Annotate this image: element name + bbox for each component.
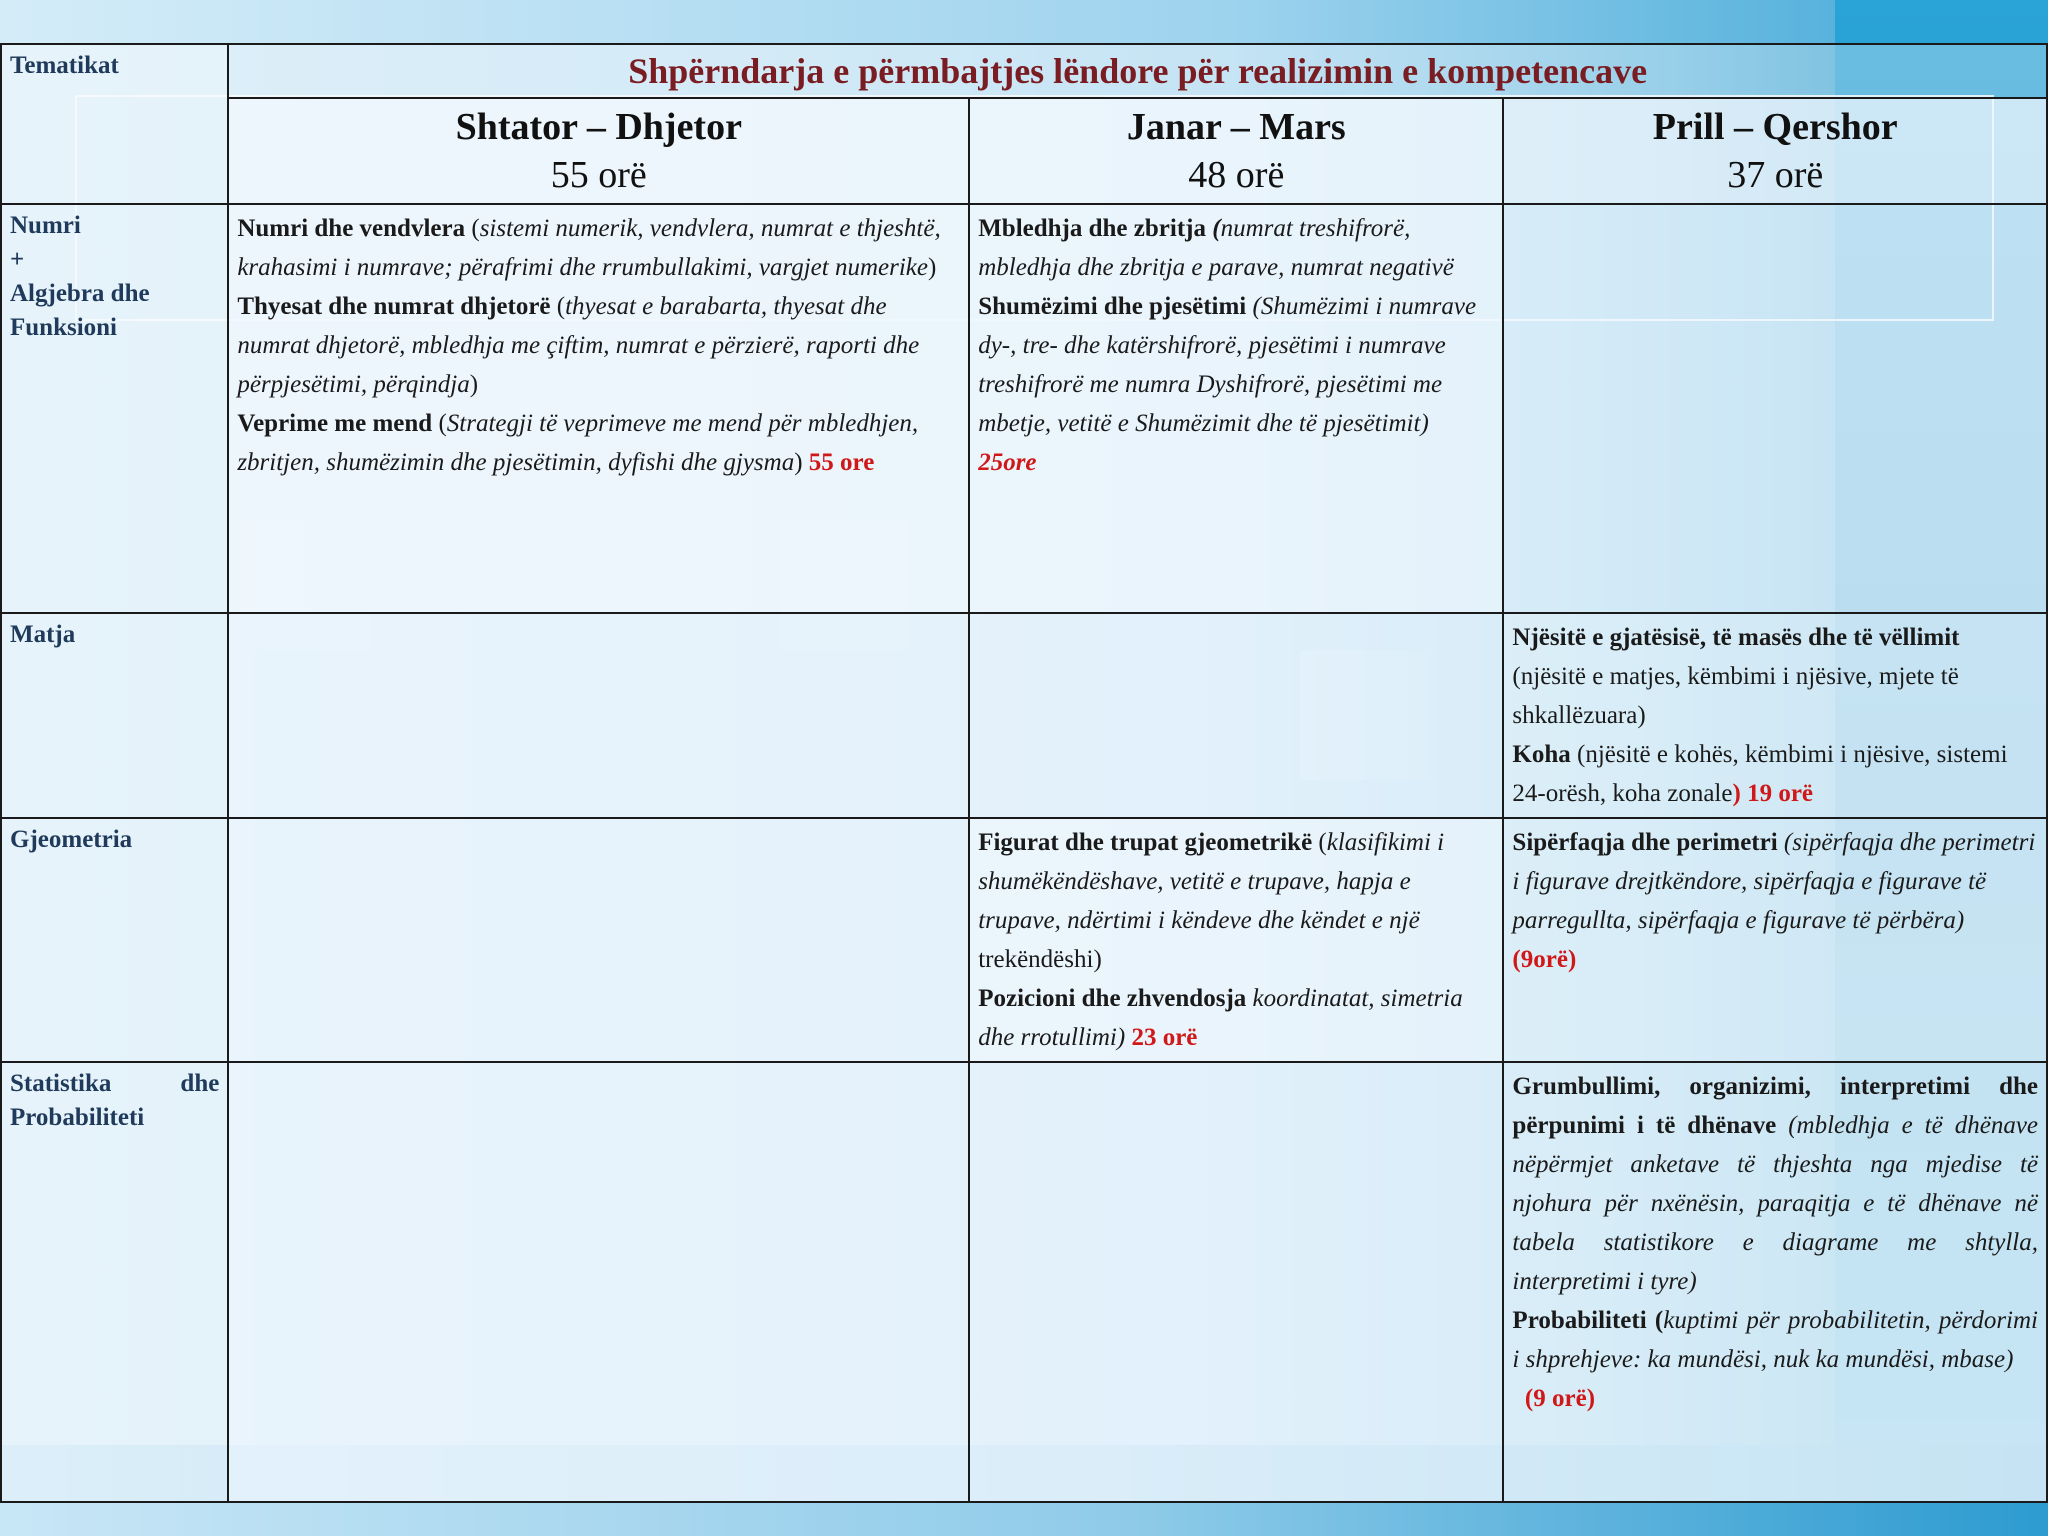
row-head-word: dhe — [180, 1070, 220, 1097]
table-title: Shpërndarja e përmbajtjes lëndore për realizimin e kompetencave — [228, 44, 2047, 98]
period-header-row — [1, 98, 2047, 204]
period-hours: 48 orë — [1188, 154, 1285, 196]
row-head-gjeometria: Gjeometria — [1, 818, 228, 1062]
topic-title: Njësitë e gjatësisë, të masës dhe të vëllimit — [1512, 624, 1960, 651]
period-name: Prill – Qershor — [1652, 106, 1898, 148]
period-hours: 37 orë — [1727, 154, 1824, 196]
period-header-2 — [969, 98, 1503, 204]
row-head-statistika — [1, 1062, 228, 1502]
topic-title: Thyesat dhe numrat dhjetorë — [237, 293, 551, 320]
cell-gjeometria-apr-jun: Sipërfaqja dhe perimetri (sipërfaqja dhe perimetri i figurave drejtkëndore, sipërfaqja e figurave të parregullta, sipërfaqja e figurave të përbëra) (9orë) — [1503, 818, 2047, 1062]
row-head-numri — [1, 204, 228, 613]
cell-gjeometria-sep-dec — [228, 818, 969, 1062]
cell-matja-jan-mar — [969, 613, 1503, 818]
row-head-line: Funksioni — [10, 314, 118, 341]
topic-title: Numri dhe vendvlera — [237, 215, 466, 242]
period-name: Janar – Mars — [1126, 106, 1346, 148]
period-name: Shtator – Dhjetor — [455, 106, 742, 148]
row-head-matja: Matja — [1, 613, 228, 818]
cell-numri-sep-dec: Numri dhe vendvlera (sistemi numerik, vendvlera, numrat e thjeshtë, krahasimi i numrave; përafrimi dhe rrumbullakimi, vargjet numerike) Thyesat dhe numrat dhjetorë (thyesat e barabarta, thyesat dhe numrat dhjetorë, mbledhja me çiftim, numrat e përzierë, raporti dhe përpjesëtimi, përqindja) Veprime me mend (Strategji të veprimeve me mend për mbledhjen, zbritjen, shumëzimin dhe pjesëtimin, dyfishi dhe gjysma) 55 ore — [228, 204, 969, 613]
topic-details: klasifikimi i shumëkëndëshave, vetitë e trupave, hapja e trupave, ndërtimi i këndeve dhe këndet e një — [978, 829, 1445, 934]
topic-details: koordinatat, simetria dhe rrotullimi — [978, 985, 1463, 1051]
cell-numri-apr-jun — [1503, 204, 2047, 613]
topic-title: Grumbullimi, organizimi, interpretimi dhe përpunimi i të dhënave — [1512, 1073, 2038, 1139]
content-distribution-table — [0, 43, 2048, 1503]
background-top-band — [0, 0, 2048, 44]
topic-details: thyesat e barabarta, thyesat dhe numrat dhjetorë, mbledhja me çiftim, numrat e përzierë, raporti dhe përpjesëtimi, përqindja — [237, 293, 920, 398]
cell-matja-apr-jun: Njësitë e gjatësisë, të masës dhe të vëllimit (njësitë e matjes, këmbimi i njësive, mjete të shkallëzuara) Koha (njësitë e kohës, këmbimi i njësive, sistemi 24-orësh, koha zonale) 19 orë — [1503, 613, 2047, 818]
hours-label: 19 orë — [1747, 780, 1814, 807]
topic-title: Figurat dhe trupat gjeometrikë — [978, 829, 1313, 856]
topic-details: numrat treshifrorë, mbledhja dhe zbritja e parave, numrat negativë — [978, 215, 1454, 281]
row-head-line: Algjebra dhe — [10, 280, 150, 307]
topic-details: sistemi numerik, vendvlera, numrat e thjeshtë, krahasimi i numrave; përafrimi dhe rrumbullakimi, vargjet numerike — [237, 215, 941, 281]
cell-gjeometria-jan-mar: Figurat dhe trupat gjeometrikë (klasifikimi i shumëkëndëshave, vetitë e trupave, hapja e trupave, ndërtimi i këndeve dhe këndet e një trekëndëshi) Pozicioni dhe zhvendosja koordinatat, simetria dhe rrotullimi) 23 orë — [969, 818, 1503, 1062]
topic-title: Mbledhja dhe zbritja — [978, 215, 1206, 242]
topic-details: Strategji të veprimeve me mend për mbledhjen, zbritjen, shumëzimin dhe pjesëtimin, dyfishi dhe gjysma — [237, 410, 919, 476]
topic-title: Sipërfaqja dhe perimetri — [1512, 829, 1778, 856]
period-hours: 55 orë — [550, 154, 647, 196]
topic-details: trekëndëshi — [978, 946, 1094, 973]
topic-details: njësitë e kohës, këmbimi i njësive, sistemi 24-orësh, koha zonale — [1512, 741, 2008, 807]
topic-title: Shumëzimi dhe pjesëtimi — [978, 293, 1247, 320]
row-head-line: + — [10, 246, 25, 273]
table-title-row — [1, 44, 2047, 98]
cell-statistika-jan-mar — [969, 1062, 1503, 1502]
table-row-matja — [1, 613, 2047, 818]
hours-label: (9 orë) — [1524, 1385, 1596, 1412]
cell-statistika-sep-dec — [228, 1062, 969, 1502]
topic-title: Probabiliteti — [1512, 1307, 1647, 1334]
period-header-1 — [228, 98, 969, 204]
topic-details: sipërfaqja dhe perimetri i figurave drejtkëndore, sipërfaqja e figurave të parregullta, sipërfaqja e figurave të përbëra — [1512, 829, 2036, 934]
hours-label: 55 ore — [808, 449, 875, 476]
row-head-word: Statistika — [10, 1070, 112, 1097]
row-head-line: Probabiliteti — [10, 1104, 145, 1131]
table-row-gjeometria — [1, 818, 2047, 1062]
topic-details: mbledhja e të dhënave nëpërmjet anketave të thjeshta nga mjedise të njohura për nxënësin, paraqitja e të dhënave në tabela statistikore e diagrame me shtylla, interpretimi i tyre — [1512, 1112, 2039, 1295]
topic-details: njësitë e matjes, këmbimi i njësive, mjete të shkallëzuara — [1512, 663, 1959, 729]
cell-numri-jan-mar: Mbledhja dhe zbritja (numrat treshifrorë, mbledhja dhe zbritja e parave, numrat negativë Shumëzimi dhe pjesëtimi (Shumëzimi i numrave dy-, tre- dhe katërshifrorë, pjesëtimi i numrave treshifrorë me numra Dyshifrorë, pjesëtimi me mbetje, vetitë e Shumëzimit dhe të pjesëtimit) 25ore — [969, 204, 1503, 613]
corner-label: Tematikat — [1, 44, 228, 204]
topic-title: Pozicioni dhe zhvendosja — [978, 985, 1247, 1012]
row-head-line: Numri — [10, 212, 81, 239]
topic-details: kuptimi për probabilitetin, përdorimi i shprehjeve: ka mundësi, nuk ka mundësi, mbase — [1512, 1307, 2039, 1373]
topic-title: Veprime me mend — [237, 410, 433, 437]
cell-matja-sep-dec — [228, 613, 969, 818]
topic-title: Koha — [1512, 741, 1571, 768]
hours-label: 23 orë — [1131, 1024, 1198, 1051]
row-head-line — [10, 1067, 219, 1101]
cell-statistika-apr-jun: Grumbullimi, organizimi, interpretimi dhe përpunimi i të dhënave (mbledhja e të dhënave nëpërmjet anketave të thjeshta nga mjedise të njohura për nxënësin, paraqitja e të dhënave në tabela statistikore e diagrame me shtylla, interpretimi i tyre) Probabiliteti (kuptimi për probabilitetin, përdorimi i shprehjeve: ka mundësi, nuk ka mundësi, mbase) (9 orë) — [1503, 1062, 2047, 1502]
table-row-numri — [1, 204, 2047, 613]
hours-label: (9orë) — [1512, 946, 1577, 973]
topic-details: Shumëzimi i numrave dy-, tre- dhe katërshifrorë, pjesëtimi i numrave treshifrorë me numra Dyshifrorë, pjesëtimi me mbetje, vetitë e Shumëzimit dhe të pjesëtimit — [978, 293, 1477, 437]
period-header-3 — [1503, 98, 2047, 204]
hours-label: 25ore — [978, 449, 1037, 476]
table-row-statistika — [1, 1062, 2047, 1502]
